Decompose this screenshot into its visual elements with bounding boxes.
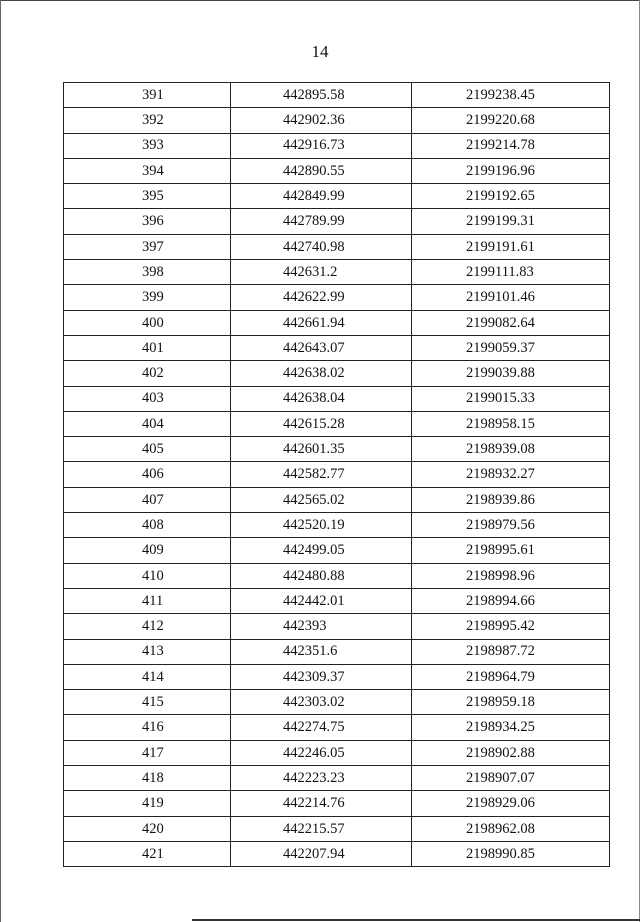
y-coordinate-cell [412,260,610,285]
y-coordinate-value: 2198987.72 [466,643,535,660]
point-number-value: 410 [142,567,164,584]
table-row [64,816,610,841]
table-row [64,209,610,234]
x-coordinate-cell [231,740,412,765]
y-coordinate-cell [412,513,610,538]
point-number-cell [64,285,231,310]
y-coordinate-value: 2199059.37 [466,339,535,356]
y-coordinate-value: 2199192.65 [466,188,535,205]
y-coordinate-cell [412,158,610,183]
x-coordinate-value: 442615.28 [283,415,345,432]
y-coordinate-cell [412,766,610,791]
table-row [64,462,610,487]
point-number-value: 419 [142,795,164,812]
point-number-value: 403 [142,390,164,407]
y-coordinate-value: 2199196.96 [466,162,535,179]
x-coordinate-value: 442631.2 [283,263,338,280]
point-number-cell [64,791,231,816]
scan-edge-top [0,0,640,1]
point-number-value: 417 [142,744,164,761]
y-coordinate-cell [412,83,610,108]
y-coordinate-value: 2199214.78 [466,137,535,154]
x-coordinate-value: 442661.94 [283,314,345,331]
point-number-value: 408 [142,516,164,533]
point-number-value: 397 [142,238,164,255]
x-coordinate-cell [231,766,412,791]
y-coordinate-value: 2198998.96 [466,567,535,584]
point-number-cell [64,386,231,411]
point-number-value: 391 [142,86,164,103]
table-row [64,184,610,209]
x-coordinate-value: 442638.02 [283,365,345,382]
point-number-cell [64,260,231,285]
point-number-value: 402 [142,365,164,382]
y-coordinate-value: 2198902.88 [466,744,535,761]
point-number-value: 396 [142,213,164,230]
x-coordinate-cell [231,538,412,563]
x-coordinate-cell [231,184,412,209]
x-coordinate-value: 442895.58 [283,86,345,103]
x-coordinate-cell [231,108,412,133]
table-row [64,690,610,715]
bottom-rule [192,919,640,921]
point-number-value: 405 [142,441,164,458]
point-number-value: 414 [142,668,164,685]
point-number-value: 413 [142,643,164,660]
x-coordinate-cell [231,664,412,689]
point-number-value: 412 [142,618,164,635]
point-number-cell [64,563,231,588]
y-coordinate-value: 2198962.08 [466,820,535,837]
point-number-cell [64,664,231,689]
x-coordinate-value: 442214.76 [283,795,345,812]
y-coordinate-cell [412,285,610,310]
point-number-cell [64,462,231,487]
x-coordinate-cell [231,83,412,108]
coordinate-table [63,82,610,867]
x-coordinate-cell [231,437,412,462]
y-coordinate-cell [412,209,610,234]
point-number-cell [64,437,231,462]
x-coordinate-value: 442902.36 [283,112,345,129]
y-coordinate-cell [412,487,610,512]
x-coordinate-cell [231,335,412,360]
x-coordinate-cell [231,285,412,310]
point-number-cell [64,816,231,841]
y-coordinate-cell [412,108,610,133]
x-coordinate-cell [231,791,412,816]
x-coordinate-value: 442215.57 [283,820,345,837]
point-number-cell [64,538,231,563]
point-number-cell [64,184,231,209]
table-row [64,639,610,664]
point-number-value: 420 [142,820,164,837]
x-coordinate-cell [231,462,412,487]
y-coordinate-value: 2199082.64 [466,314,535,331]
y-coordinate-value: 2199111.83 [466,263,534,280]
y-coordinate-cell [412,664,610,689]
point-number-cell [64,740,231,765]
x-coordinate-value: 442393 [283,618,327,635]
point-number-value: 394 [142,162,164,179]
point-number-cell [64,83,231,108]
x-coordinate-value: 442622.99 [283,289,345,306]
point-number-cell [64,487,231,512]
point-number-cell [64,715,231,740]
y-coordinate-value: 2199220.68 [466,112,535,129]
x-coordinate-cell [231,690,412,715]
y-coordinate-cell [412,462,610,487]
y-coordinate-cell [412,538,610,563]
point-number-cell [64,108,231,133]
x-coordinate-value: 442890.55 [283,162,345,179]
y-coordinate-cell [412,816,610,841]
x-coordinate-cell [231,614,412,639]
point-number-value: 393 [142,137,164,154]
y-coordinate-cell [412,133,610,158]
y-coordinate-cell [412,563,610,588]
table-row [64,538,610,563]
point-number-value: 411 [142,592,164,609]
y-coordinate-cell [412,386,610,411]
y-coordinate-value: 2198932.27 [466,466,535,483]
table-row [64,133,610,158]
table-row [64,108,610,133]
table-row [64,361,610,386]
table-row [64,740,610,765]
table-row [64,664,610,689]
x-coordinate-value: 442789.99 [283,213,345,230]
x-coordinate-value: 442916.73 [283,137,345,154]
y-coordinate-value: 2198939.08 [466,441,535,458]
y-coordinate-cell [412,841,610,866]
x-coordinate-cell [231,411,412,436]
y-coordinate-value: 2199039.88 [466,365,535,382]
table-row [64,487,610,512]
x-coordinate-value: 442582.77 [283,466,345,483]
y-coordinate-value: 2198934.25 [466,719,535,736]
y-coordinate-value: 2198990.85 [466,845,535,862]
table-row [64,437,610,462]
y-coordinate-cell [412,588,610,613]
x-coordinate-value: 442638.04 [283,390,345,407]
point-number-cell [64,639,231,664]
point-number-cell [64,588,231,613]
x-coordinate-cell [231,310,412,335]
x-coordinate-cell [231,816,412,841]
y-coordinate-value: 2198964.79 [466,668,535,685]
x-coordinate-cell [231,639,412,664]
point-number-value: 418 [142,769,164,786]
x-coordinate-cell [231,386,412,411]
table-row [64,513,610,538]
point-number-value: 395 [142,188,164,205]
y-coordinate-value: 2198939.86 [466,491,535,508]
y-coordinate-value: 2199101.46 [466,289,535,306]
y-coordinate-cell [412,690,610,715]
x-coordinate-cell [231,563,412,588]
y-coordinate-value: 2199191.61 [466,238,535,255]
point-number-cell [64,766,231,791]
table-row [64,766,610,791]
x-coordinate-value: 442351.6 [283,643,338,660]
page-number: 14 [311,42,329,61]
x-coordinate-value: 442207.94 [283,845,345,862]
table-row [64,260,610,285]
point-number-value: 406 [142,466,164,483]
point-number-cell [64,614,231,639]
point-number-value: 392 [142,112,164,129]
point-number-cell [64,310,231,335]
table-row [64,791,610,816]
x-coordinate-value: 442309.37 [283,668,345,685]
point-number-value: 399 [142,289,164,306]
y-coordinate-value: 2198958.15 [466,415,535,432]
y-coordinate-value: 2199199.31 [466,213,535,230]
x-coordinate-cell [231,513,412,538]
table-row [64,158,610,183]
table-row [64,285,610,310]
point-number-cell [64,133,231,158]
point-number-value: 415 [142,694,164,711]
x-coordinate-cell [231,260,412,285]
point-number-cell [64,158,231,183]
table-row [64,335,610,360]
table-row [64,614,610,639]
y-coordinate-value: 2198979.56 [466,516,535,533]
scan-edge-left [0,0,1,922]
table-row [64,386,610,411]
x-coordinate-value: 442246.05 [283,744,345,761]
point-number-value: 407 [142,491,164,508]
table-row [64,234,610,259]
point-number-cell [64,209,231,234]
y-coordinate-cell [412,791,610,816]
y-coordinate-value: 2198907.07 [466,769,535,786]
point-number-cell [64,335,231,360]
y-coordinate-value: 2199015.33 [466,390,535,407]
y-coordinate-cell [412,411,610,436]
x-coordinate-value: 442499.05 [283,542,345,559]
x-coordinate-cell [231,715,412,740]
y-coordinate-value: 2198994.66 [466,592,535,609]
y-coordinate-cell [412,639,610,664]
point-number-value: 400 [142,314,164,331]
x-coordinate-value: 442223.23 [283,769,345,786]
x-coordinate-value: 442303.02 [283,694,345,711]
y-coordinate-cell [412,184,610,209]
point-number-cell [64,234,231,259]
x-coordinate-value: 442274.75 [283,719,345,736]
x-coordinate-cell [231,487,412,512]
table-row [64,310,610,335]
point-number-value: 421 [142,845,164,862]
point-number-cell [64,411,231,436]
x-coordinate-cell [231,841,412,866]
point-number-value: 416 [142,719,164,736]
x-coordinate-cell [231,158,412,183]
x-coordinate-cell [231,234,412,259]
y-coordinate-cell [412,614,610,639]
x-coordinate-value: 442520.19 [283,516,345,533]
point-number-value: 401 [142,339,164,356]
table-row [64,588,610,613]
point-number-value: 398 [142,263,164,280]
y-coordinate-cell [412,715,610,740]
coordinate-table-body [64,83,610,867]
table-row [64,715,610,740]
x-coordinate-cell [231,588,412,613]
y-coordinate-value: 2198995.42 [466,618,535,635]
x-coordinate-cell [231,209,412,234]
x-coordinate-value: 442442.01 [283,592,345,609]
point-number-value: 409 [142,542,164,559]
point-number-value: 404 [142,415,164,432]
y-coordinate-cell [412,437,610,462]
x-coordinate-value: 442565.02 [283,491,345,508]
x-coordinate-cell [231,133,412,158]
x-coordinate-value: 442480.88 [283,567,345,584]
y-coordinate-cell [412,361,610,386]
y-coordinate-cell [412,234,610,259]
y-coordinate-value: 2198929.06 [466,795,535,812]
point-number-cell [64,841,231,866]
table-row [64,563,610,588]
y-coordinate-cell [412,335,610,360]
x-coordinate-cell [231,361,412,386]
y-coordinate-value: 2198995.61 [466,542,535,559]
x-coordinate-value: 442740.98 [283,238,345,255]
y-coordinate-value: 2198959.18 [466,694,535,711]
table-row [64,411,610,436]
y-coordinate-cell [412,310,610,335]
table-row [64,841,610,866]
point-number-cell [64,690,231,715]
x-coordinate-value: 442849.99 [283,188,345,205]
table-row [64,83,610,108]
x-coordinate-value: 442601.35 [283,441,345,458]
point-number-cell [64,361,231,386]
point-number-cell [64,513,231,538]
y-coordinate-value: 2199238.45 [466,86,535,103]
x-coordinate-value: 442643.07 [283,339,345,356]
y-coordinate-cell [412,740,610,765]
